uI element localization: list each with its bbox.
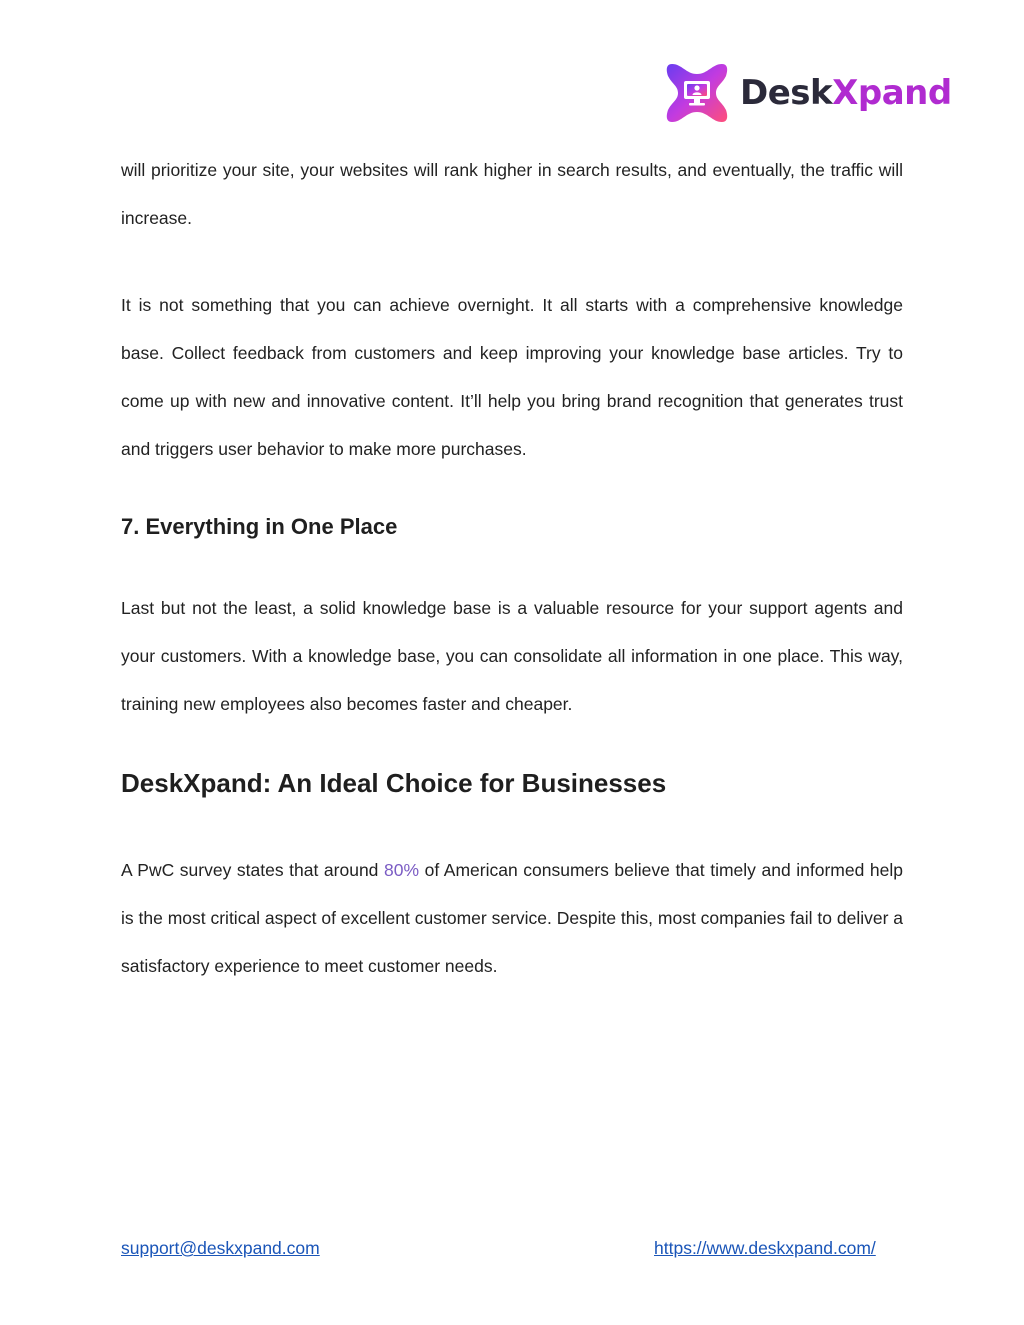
paragraph-traffic: will prioritize your site, your websites will rank higher in search results, and eventually, the traffic will increase. <box>121 160 903 228</box>
brand-name-pand: pand <box>857 73 952 113</box>
paragraph-solid-knowledge-base: Last but not the least, a solid knowledge base is a valuable resource for your support agents and your customers. With a knowledge base, you can consolidate all information in one place. This way, training new employees also becomes faster and cheaper. <box>121 598 903 714</box>
website-link[interactable]: https://www.deskxpand.com/ <box>654 1238 876 1258</box>
pwc-text-before: A PwC survey states that around <box>121 860 384 880</box>
brand-name <box>740 73 952 113</box>
monitor-person-icon <box>664 60 730 126</box>
brand-name-x: X <box>832 73 858 113</box>
main-heading-deskxpand: DeskXpand: An Ideal Choice for Businesses <box>121 768 667 798</box>
brand-name-desk: Desk <box>740 73 833 113</box>
paragraph-overnight: It is not something that you can achieve overnight. It all starts with a comprehensive knowledge base. Collect feedback from customers and keep improving your knowledge base articles. Try to come up with new and innovative content. It’ll help you bring brand recognition that generates trust and triggers user behavior to make more purchases. <box>121 295 903 459</box>
stat-highlight: 80% <box>383 860 420 880</box>
brand-logo <box>664 60 952 126</box>
support-email-link[interactable]: support@deskxpand.com <box>121 1238 320 1258</box>
section-heading-everything-one-place: 7. Everything in One Place <box>121 514 398 539</box>
document-body <box>121 146 903 990</box>
paragraph-pwc-survey <box>121 846 903 990</box>
pwc-text-after: of American consumers believe that timely and informed help is the most critical aspect of excellent customer service. Despite this, most companies fail to deliver a satisfactory experience to meet customer needs. <box>121 860 903 976</box>
